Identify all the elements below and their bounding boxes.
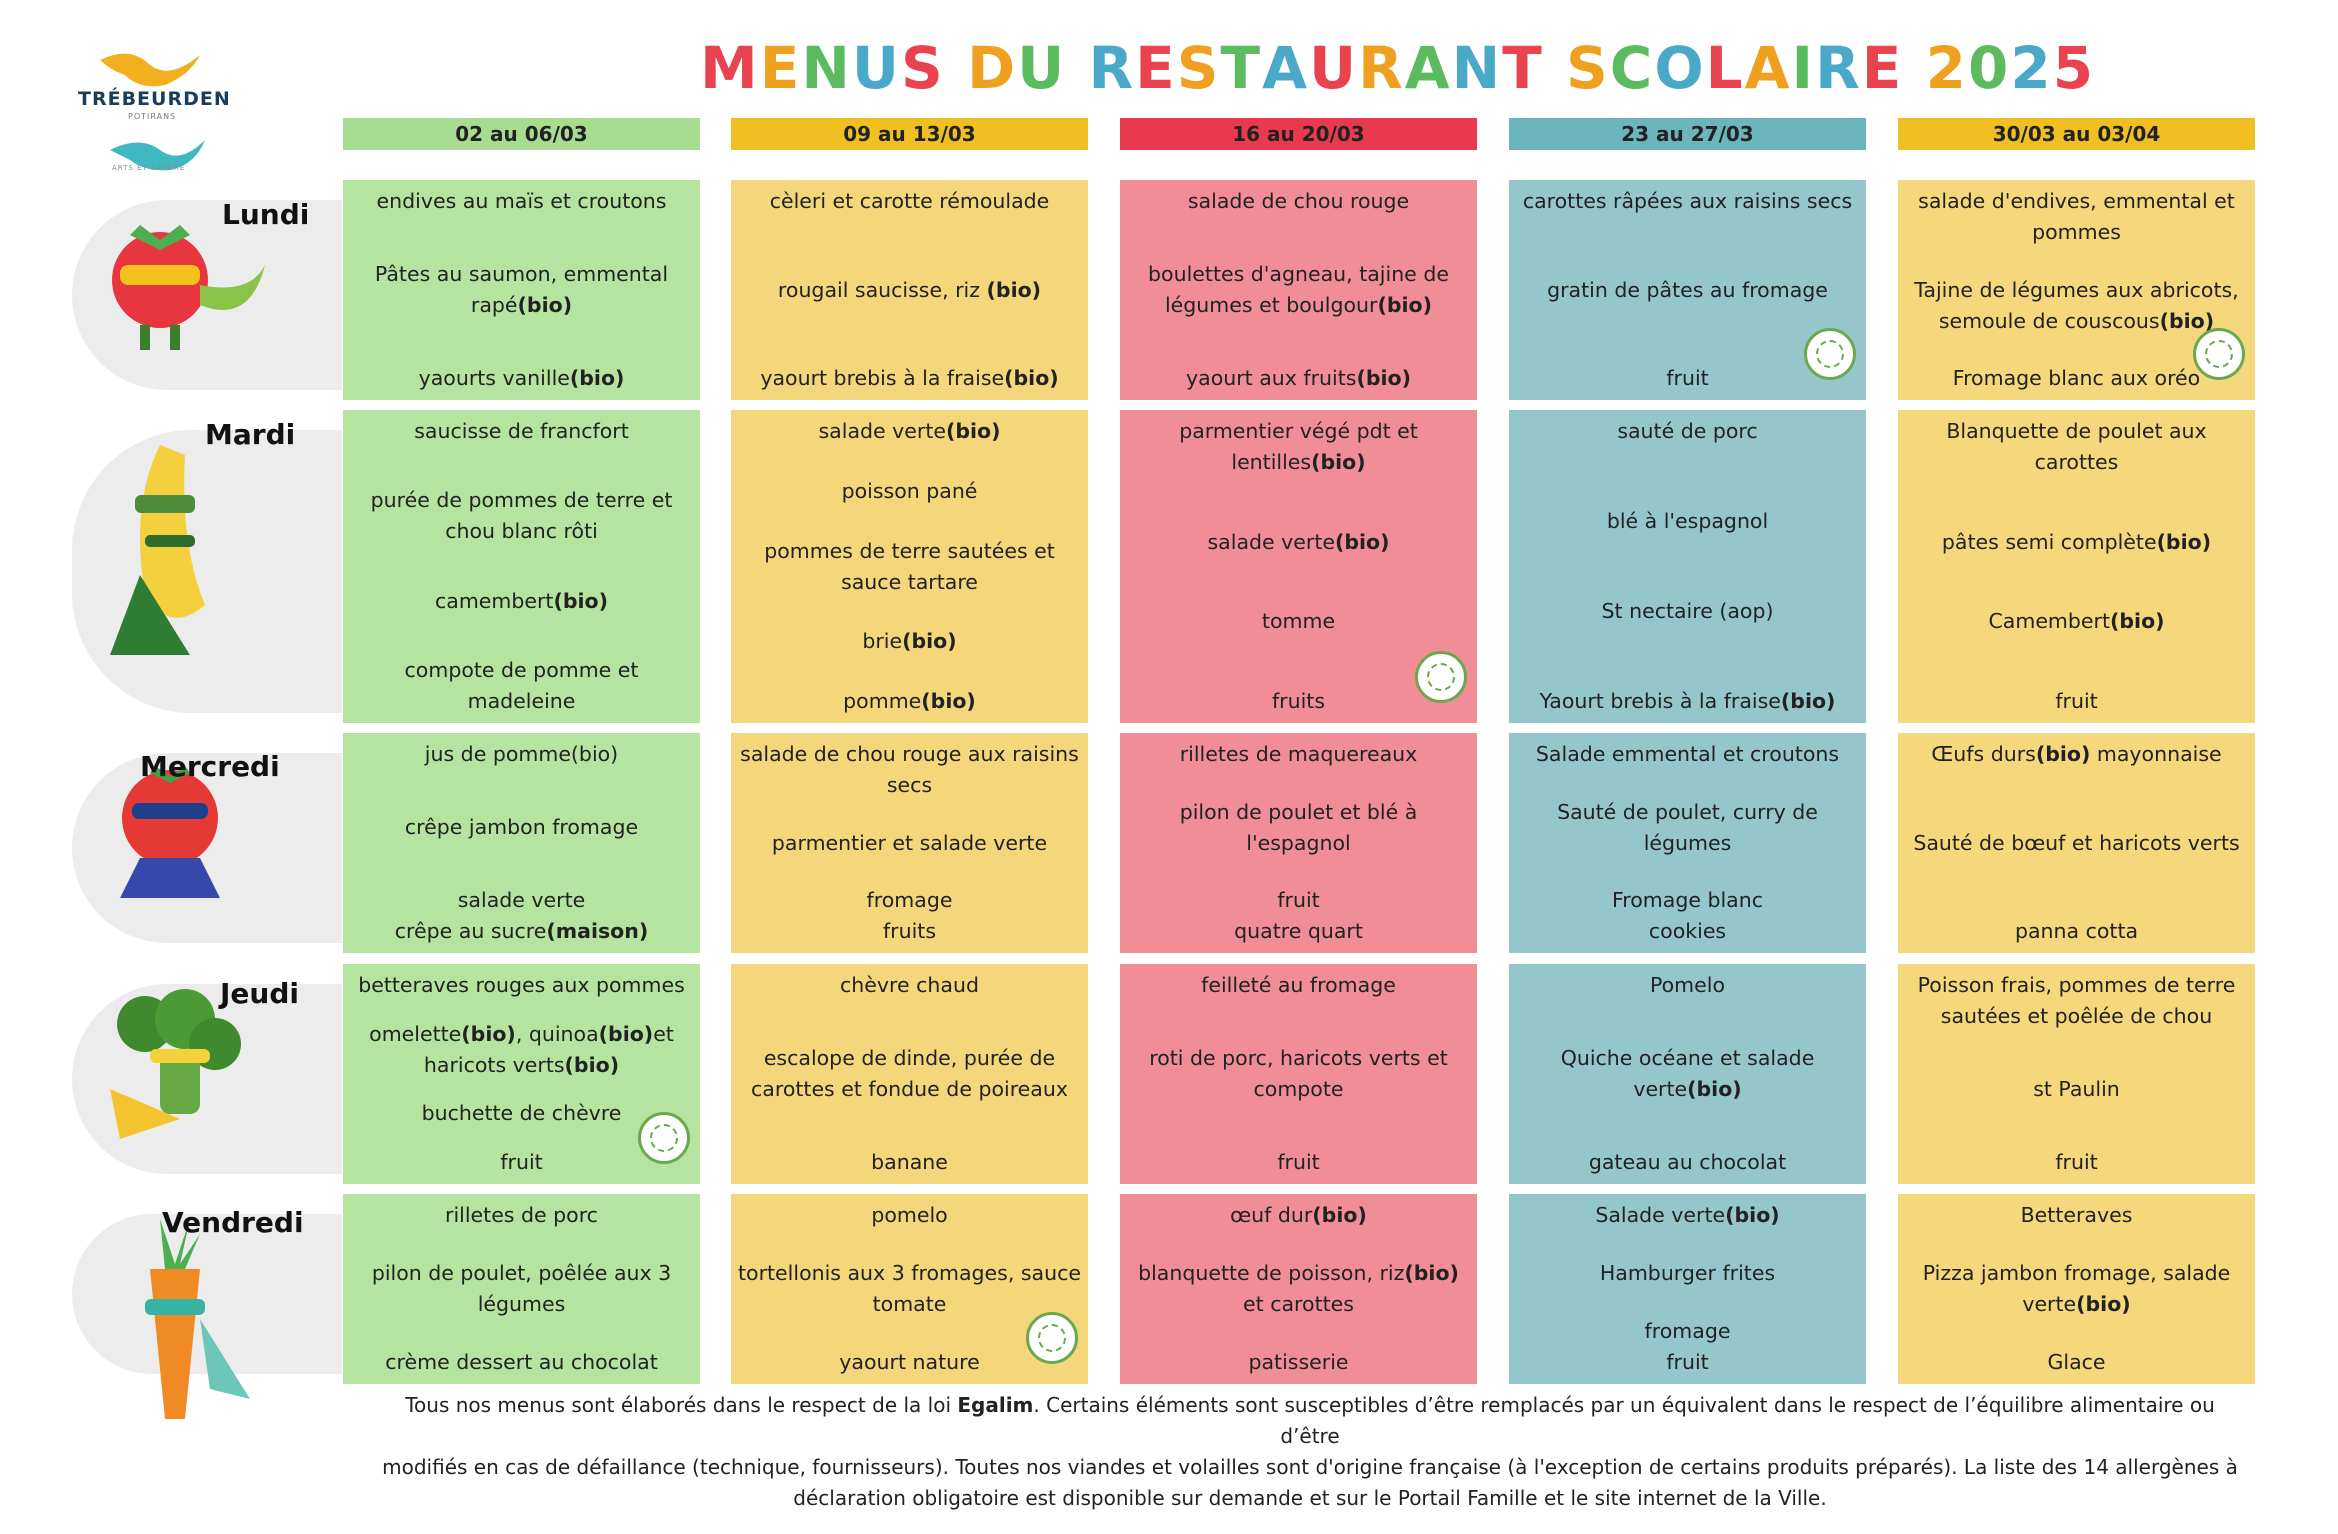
menu-item: Blanquette de poulet aux carottes: [1946, 419, 2207, 474]
menu-cell: [343, 733, 700, 953]
menu-item: fruit: [1277, 1150, 1320, 1174]
menu-item: Salade verte(bio): [1595, 1203, 1780, 1227]
menu-item: Betteraves: [2020, 1203, 2133, 1227]
menu-item: fruit quatre quart: [1234, 888, 1363, 943]
menu-item: fromage fruits: [866, 888, 953, 943]
day-label: Lundi: [222, 198, 310, 231]
title-letter: A: [1262, 34, 1309, 102]
menu-item: boulettes d'agneau, tajine de légumes et boulgour(bio): [1148, 262, 1449, 317]
menu-cell: [1898, 733, 2255, 953]
menu-cell: [1509, 964, 1866, 1184]
menu-item: salade verte(bio): [818, 419, 1001, 443]
menu-item: blanquette de poisson, riz(bio) et carottes: [1138, 1261, 1459, 1316]
menu-item: pomme(bio): [843, 689, 976, 713]
title-letter: R: [1088, 34, 1136, 102]
title-letter: [1544, 34, 1566, 102]
town-logo: [70, 40, 230, 180]
title-letter: I: [1791, 34, 1816, 102]
strawberry-mascot-icon: [90, 195, 280, 439]
menu-item: betteraves rouges aux pommes: [358, 973, 685, 997]
menu-item: gateau au chocolat: [1588, 1150, 1787, 1174]
title-letter: U: [1309, 34, 1359, 102]
menu-item: endives au maïs et croutons: [376, 189, 667, 213]
menu-item: yaourts vanille(bio): [418, 366, 625, 390]
menu-item: gratin de pâtes au fromage: [1547, 277, 1828, 302]
menu-item: Yaourt brebis à la fraise(bio): [1539, 689, 1836, 713]
menu-item: salade verte(bio): [1207, 529, 1390, 554]
vegetarian-badge-icon: [1026, 1312, 1078, 1364]
menu-item: Salade emmental et croutons: [1535, 742, 1840, 766]
carrot-mascot-icon: [90, 1209, 280, 1453]
menu-cell: [343, 180, 700, 400]
title-letter: T: [1502, 34, 1544, 102]
menu-item: yaourt aux fruits(bio): [1186, 366, 1411, 390]
menu-item: Quiche océane et salade verte(bio): [1560, 1046, 1815, 1101]
logo-tag: ARTS ET NATURE: [112, 164, 186, 172]
title-letter: S: [901, 34, 945, 102]
menu-item: Sauté de bœuf et haricots verts: [1913, 830, 2240, 855]
menu-item: Pâtes au saumon, emmental rapé(bio): [374, 262, 669, 317]
menu-cell: [1898, 1194, 2255, 1384]
menu-item: omelette(bio), quinoa(bio)et haricots verts(bio): [369, 1021, 674, 1077]
day-label: Vendredi: [162, 1206, 304, 1239]
logo-name: TRÉBEURDEN: [78, 88, 231, 110]
menu-item: Fromage blanc aux oréo: [1952, 366, 2201, 390]
logo-sub: POTIRANS: [128, 112, 177, 121]
vegetarian-badge-icon: [2193, 328, 2245, 380]
menu-item: pommes de terre sautées et sauce tartare: [764, 538, 1055, 594]
menu-cell: [1509, 1194, 1866, 1384]
footer-line3: déclaration obligatoire est disponible sur demande et sur le Portail Famille et le site internet de la Ville.: [793, 1486, 1827, 1510]
week-header: 30/03 au 03/04: [1898, 118, 2255, 150]
menu-item: Camembert(bio): [1988, 609, 2165, 634]
menu-item: feilleté au fromage: [1201, 973, 1396, 997]
menu-item: banane: [871, 1150, 948, 1174]
menu-item: pilon de poulet, poêlée aux 3 légumes: [371, 1261, 672, 1316]
title-letter: L: [1705, 34, 1745, 102]
title-letter: U: [1017, 34, 1067, 102]
menu-item: crêpe jambon fromage: [404, 815, 639, 839]
menu-item: buchette de chèvre: [421, 1101, 622, 1126]
menu-item: rilletes de porc: [445, 1203, 598, 1227]
menu-item: compote de pomme et madeleine: [404, 657, 639, 713]
menu-item: rougail saucisse, riz (bio): [777, 277, 1042, 302]
menu-item: Tajine de légumes aux abricots, semoule de couscous(bio): [1914, 277, 2239, 333]
menu-item: salade de chou rouge aux raisins secs: [740, 742, 1079, 797]
menu-item: poisson pané: [841, 478, 978, 503]
title-letter: D: [966, 34, 1018, 102]
menu-item: Sauté de poulet, curry de légumes: [1557, 799, 1818, 855]
menu-cell: [1120, 733, 1477, 953]
footer-egalim: Egalim: [957, 1393, 1034, 1417]
vegetarian-badge-icon: [638, 1112, 690, 1164]
menu-item: fruit: [2055, 688, 2098, 713]
week-header: 23 au 27/03: [1509, 118, 1866, 150]
menu-item: roti de porc, haricots verts et compote: [1149, 1046, 1448, 1101]
title-letter: A: [1744, 34, 1792, 102]
day-label: Mercredi: [140, 750, 280, 783]
menu-cell: [343, 1194, 700, 1384]
menu-item: purée de pommes de terre et chou blanc rôti: [370, 488, 673, 544]
menu-item: salade de chou rouge: [1187, 189, 1410, 213]
title-letter: [945, 34, 967, 102]
footer-line2: modifiés en cas de défaillance (technique, fournisseurs). Toutes nos viandes et volailles sont d'origine française (à l'exception de certains produits préparés). La liste des 14 allergènes à: [382, 1455, 2238, 1479]
menu-item: patisserie: [1248, 1350, 1349, 1374]
menu-item: rilletes de maquereaux: [1179, 742, 1418, 766]
menu-cell: [1509, 733, 1866, 953]
menu-item: pâtes semi complète(bio): [1941, 529, 2212, 554]
menu-cell: [731, 733, 1088, 953]
mermaid-logo-icon: [70, 40, 230, 180]
title-letter: E: [759, 34, 802, 102]
menu-item: escalope de dinde, purée de carottes et fondue de poireaux: [751, 1046, 1068, 1101]
menu-cell: [1898, 410, 2255, 723]
week-header: 02 au 06/03: [343, 118, 700, 150]
title-letter: C: [1609, 34, 1655, 102]
menu-item: pomelo: [871, 1203, 948, 1227]
menu-item: parmentier et salade verte: [771, 830, 1048, 855]
menu-item: Fromage blanc cookies: [1611, 888, 1764, 943]
menu-item: tomme: [1261, 609, 1336, 634]
menu-cell: [1509, 410, 1866, 723]
footer-line1a: Tous nos menus sont élaborés dans le respect de la loi: [405, 1393, 958, 1417]
tomato-mascot-icon: [90, 748, 280, 992]
menu-item: saucisse de francfort: [414, 419, 629, 443]
menu-item: yaourt brebis à la fraise(bio): [760, 366, 1059, 390]
title-letter: O: [1654, 34, 1706, 102]
day-label: Mardi: [205, 418, 296, 451]
menu-cell: [731, 410, 1088, 723]
menu-item: fruit: [500, 1149, 543, 1174]
menu-item: crème dessert au chocolat: [385, 1350, 658, 1374]
menu-item: Pizza jambon fromage, salade verte(bio): [1922, 1261, 2231, 1316]
menu-cell: [731, 180, 1088, 400]
menu-cell: [1898, 964, 2255, 1184]
title-letter: R: [1358, 34, 1405, 102]
week-header: 16 au 20/03: [1120, 118, 1477, 150]
menu-item: sauté de porc: [1617, 419, 1758, 443]
title-letter: R: [1815, 34, 1862, 102]
title-letter: 0: [1967, 34, 2011, 102]
title-letter: U: [851, 34, 901, 102]
menu-item: panna cotta: [2014, 919, 2139, 943]
menu-item: chèvre chaud: [840, 973, 979, 997]
menu-item: yaourt nature: [839, 1350, 980, 1374]
title-letter: M: [700, 34, 760, 102]
title-letter: N: [801, 34, 852, 102]
vegetarian-badge-icon: [1804, 328, 1856, 380]
menu-item: fruits: [1271, 688, 1326, 713]
menu-item: pilon de poulet et blé à l'espagnol: [1179, 799, 1418, 855]
menu-item: Poisson frais, pommes de terre sautées et poêlée de chou: [1917, 973, 2236, 1028]
menu-item: œuf dur(bio): [1230, 1203, 1367, 1227]
menu-cell: [1120, 1194, 1477, 1384]
menu-cell: [731, 964, 1088, 1184]
menu-item: Pomelo: [1650, 973, 1725, 997]
footer-note: [380, 1390, 2240, 1514]
day-label: Jeudi: [220, 977, 299, 1010]
menu-item: camembert(bio): [434, 588, 608, 613]
menu-item: St nectaire (aop): [1601, 599, 1774, 623]
title-letter: 5: [2052, 34, 2096, 102]
menu-cell: [1120, 964, 1477, 1184]
menu-item: fruit: [1666, 366, 1709, 390]
week-header: 09 au 13/03: [731, 118, 1088, 150]
title-letter: 2: [1925, 34, 1968, 102]
title-letter: [1066, 34, 1088, 102]
menu-item: jus de pomme(bio): [424, 742, 619, 766]
menu-item: fromage fruit: [1644, 1319, 1731, 1374]
menu-item: Glace: [2047, 1350, 2106, 1374]
menu-item: fruit: [2055, 1150, 2098, 1174]
title-letter: 2: [2010, 34, 2053, 102]
broccoli-mascot-icon: [90, 979, 280, 1223]
vegetarian-badge-icon: [1415, 651, 1467, 703]
menu-item: Œufs durs(bio) mayonnaise: [1931, 742, 2222, 766]
title-letter: S: [1176, 34, 1221, 102]
menu-item: brie(bio): [862, 629, 957, 654]
title-letter: E: [1861, 34, 1904, 102]
menu-cell: [1120, 180, 1477, 400]
menu-item: salade verte crêpe au sucre(maison): [394, 888, 649, 943]
menu-item: tortellonis aux 3 fromages, sauce tomate: [738, 1261, 1081, 1316]
menu-item: blé à l'espagnol: [1606, 509, 1769, 533]
menu-item: parmentier végé pdt et lentilles(bio): [1179, 419, 1418, 474]
menu-item: cèleri et carotte rémoulade: [769, 189, 1050, 213]
menu-item: carottes râpées aux raisins secs: [1522, 189, 1853, 213]
menu-cell: [343, 410, 700, 723]
title-letter: N: [1451, 34, 1503, 102]
page-title: [700, 34, 2095, 102]
menu-item: st Paulin: [2033, 1077, 2120, 1101]
title-letter: S: [1566, 34, 1610, 102]
menu-item: salade d'endives, emmental et pommes: [1918, 189, 2235, 244]
title-letter: [1903, 34, 1925, 102]
title-letter: T: [1220, 34, 1263, 102]
footer-line1c: . Certains éléments sont susceptibles d’être remplacés par un équivalent dans le respect de l’équilibre alimentaire ou d’être: [1033, 1393, 2215, 1448]
title-letter: A: [1404, 34, 1452, 102]
title-letter: E: [1135, 34, 1177, 102]
menu-item: Hamburger frites: [1599, 1261, 1776, 1285]
banana-mascot-icon: [90, 425, 280, 669]
